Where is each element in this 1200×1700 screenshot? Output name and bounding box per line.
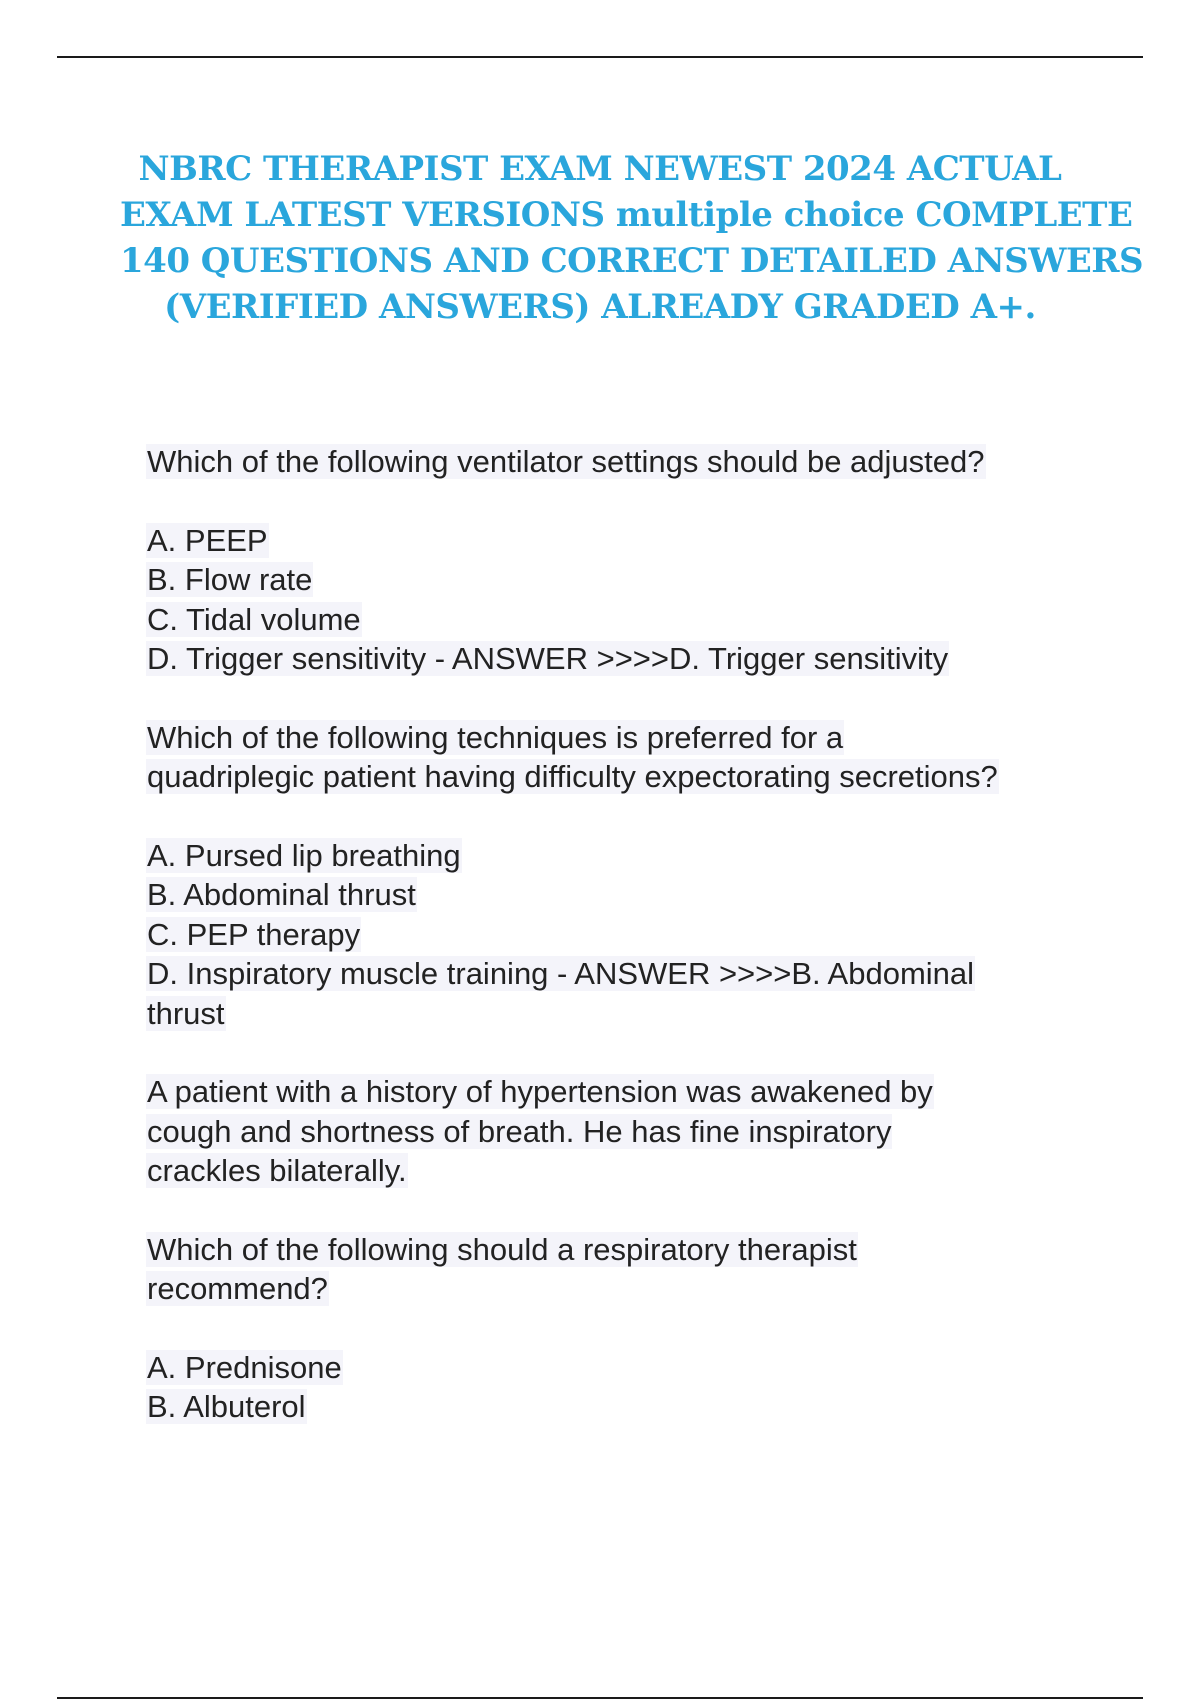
option-line: thrust [147,995,225,1031]
question-2-prompt [146,718,1106,797]
scenario-line: cough and shortness of breath. He has fine inspiratory [147,1113,892,1149]
option-line: A. Prednisone [147,1349,342,1385]
option-line: A. PEEP [147,522,268,558]
scenario-line: crackles bilaterally. [147,1153,407,1188]
question-2-options [146,836,1106,1034]
option-line: D. Inspiratory muscle training - ANSWER >>>>B. Abdominal [147,956,975,991]
title-line: 140 QUESTIONS AND CORRECT DETAILED ANSWERS [120,241,1144,281]
option-line: B. Flow rate [147,562,313,597]
bottom-rule [57,1697,1143,1699]
question-3-scenario [146,1072,1106,1191]
prompt-line: Which of the following should a respiratory therapist [147,1231,857,1267]
option-line: B. Abdominal thrust [147,877,416,912]
top-rule [57,56,1143,58]
option-line: D. Trigger sensitivity - ANSWER >>>>D. Trigger sensitivity [147,641,949,676]
question-1-prompt [146,442,1106,482]
prompt-line: Which of the following techniques is preferred for a [147,719,844,755]
title-line: (VERIFIED ANSWERS) ALREADY GRADED A+. [164,287,1036,327]
question-1-options [146,521,1106,679]
prompt-line: quadriplegic patient having difficulty expectorating secretions? [147,759,998,794]
option-line: B. Albuterol [147,1389,306,1424]
option-line: C. Tidal volume [147,601,361,637]
prompt-line: recommend? [147,1271,328,1306]
questions-content [146,442,1106,1466]
title-line: NBRC THERAPIST EXAM NEWEST 2024 ACTUAL [138,149,1062,189]
document-title [120,146,1144,330]
option-line: C. PEP therapy [147,916,361,952]
title-line: EXAM LATEST VERSIONS multiple choice COMPLETE [120,195,1133,235]
question-3-prompt [146,1230,1106,1309]
option-line: A. Pursed lip breathing [147,837,461,873]
prompt-line: Which of the following ventilator settings should be adjusted? [147,444,985,479]
scenario-line: A patient with a history of hypertension was awakened by [147,1074,933,1109]
question-3-options [146,1348,1106,1427]
